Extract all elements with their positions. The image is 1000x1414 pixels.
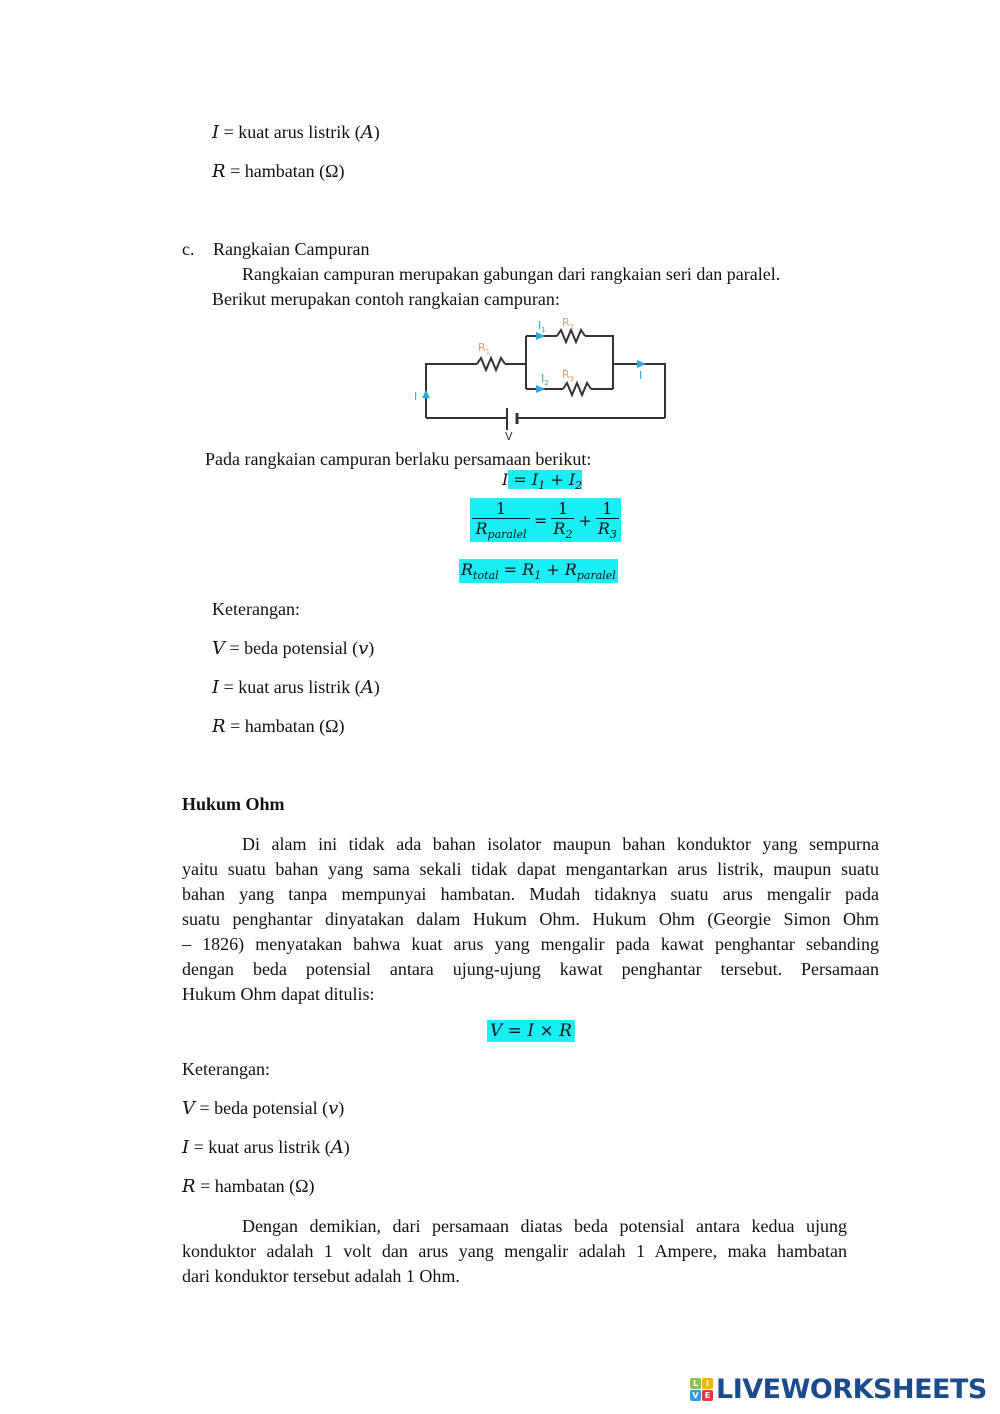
r2-label: $R_2$	[562, 316, 575, 331]
paragraph-line: yaitu suatu bahan yang sama sekali tidak dapat mengantarkan arus listrik, maupun suatu	[182, 859, 879, 879]
section-heading-ohm: Hukum Ohm	[182, 794, 285, 814]
equations-intro: Pada rangkaian campuran berlaku persamaan berikut:	[205, 449, 592, 469]
legend-resistance: R = hambatan (Ω)	[212, 716, 345, 737]
logo-tiles-icon: L I V E	[690, 1378, 713, 1401]
paragraph-line: Hukum Ohm dapat ditulis:	[182, 984, 375, 1004]
v-label: V	[505, 430, 513, 443]
i-right-label: I	[639, 369, 643, 382]
i1-label: $I_1$	[538, 319, 546, 334]
i-left-label: I	[414, 390, 418, 403]
paragraph-line: suatu penghantar dinyatakan dalam Hukum Ohm. Hukum Ohm (Georgie Simon Ohm	[182, 909, 879, 929]
legend-current: I = kuat arus listrik (A)	[212, 677, 380, 698]
mixed-circuit-diagram	[405, 312, 675, 444]
conclusion-line: Dengan demikian, dari persamaan diatas beda potensial antara kedua ujung	[242, 1216, 847, 1236]
paragraph-line: – 1826) menyatakan bahwa kuat arus yang mengalir pada kawat penghantar sebanding	[182, 934, 879, 954]
circuit-diagram-icon	[405, 312, 675, 444]
logo-text: LIVEWORKSHEETS	[716, 1374, 987, 1405]
conclusion-line: dari konduktor tersebut adalah 1 Ohm.	[182, 1266, 460, 1286]
ohm-law-equation: V = I × R	[487, 1020, 575, 1042]
i2-label: $I_2$	[541, 372, 549, 387]
r1-label: $R_1$	[478, 341, 491, 356]
legend-voltage: V = beda potensial (v)	[212, 638, 375, 659]
conclusion-line: konduktor adalah 1 volt dan arus yang mengalir adalah 1 Ampere, maka hambatan	[182, 1241, 847, 1261]
equation-parallel-resistance: $\frac{1}{R_{paralel}}$ = $\frac{1}{R_2}$ + $\frac{1}{R_3}$	[470, 498, 621, 542]
paragraph-line: Di alam ini tidak ada bahan isolator maupun bahan konduktor yang sempurna	[242, 834, 879, 854]
section-c-heading	[182, 239, 369, 260]
equation-current-sum: $I = I_1 + I_2$	[502, 470, 583, 493]
section-c-paragraph-line2: Berikut merupakan contoh rangkaian campuran:	[212, 289, 560, 309]
legend-resistance: R = hambatan (Ω)	[212, 161, 345, 182]
equation-total-resistance: $R_{total} = R_1 + R_{paralel}$	[461, 560, 616, 583]
liveworksheets-logo[interactable]	[690, 1374, 987, 1405]
r3-label: $R_3$	[562, 368, 575, 383]
equation-highlight: = $I_1 + I_2$	[508, 470, 582, 489]
paragraph-line: bahan yang tanpa mempunyai hambatan. Mudah tidaknya suatu arus mengalir pada	[182, 884, 879, 904]
keterangan-label: Keterangan:	[212, 599, 300, 619]
legend-current: I = kuat arus listrik (A)	[182, 1137, 350, 1158]
legend-voltage: V = beda potensial (v)	[182, 1098, 345, 1119]
list-marker: c.	[182, 239, 195, 259]
legend-current: I = kuat arus listrik (A)	[212, 122, 380, 143]
legend-resistance: R = hambatan (Ω)	[182, 1176, 315, 1197]
paragraph-line: dengan beda potensial antara ujung-ujung kawat penghantar tersebut. Persamaan	[182, 959, 879, 979]
section-c-paragraph-line1: Rangkaian campuran merupakan gabungan dari rangkaian seri dan paralel.	[242, 264, 781, 284]
section-title: Rangkaian Campuran	[213, 239, 370, 259]
keterangan-label: Keterangan:	[182, 1059, 270, 1079]
